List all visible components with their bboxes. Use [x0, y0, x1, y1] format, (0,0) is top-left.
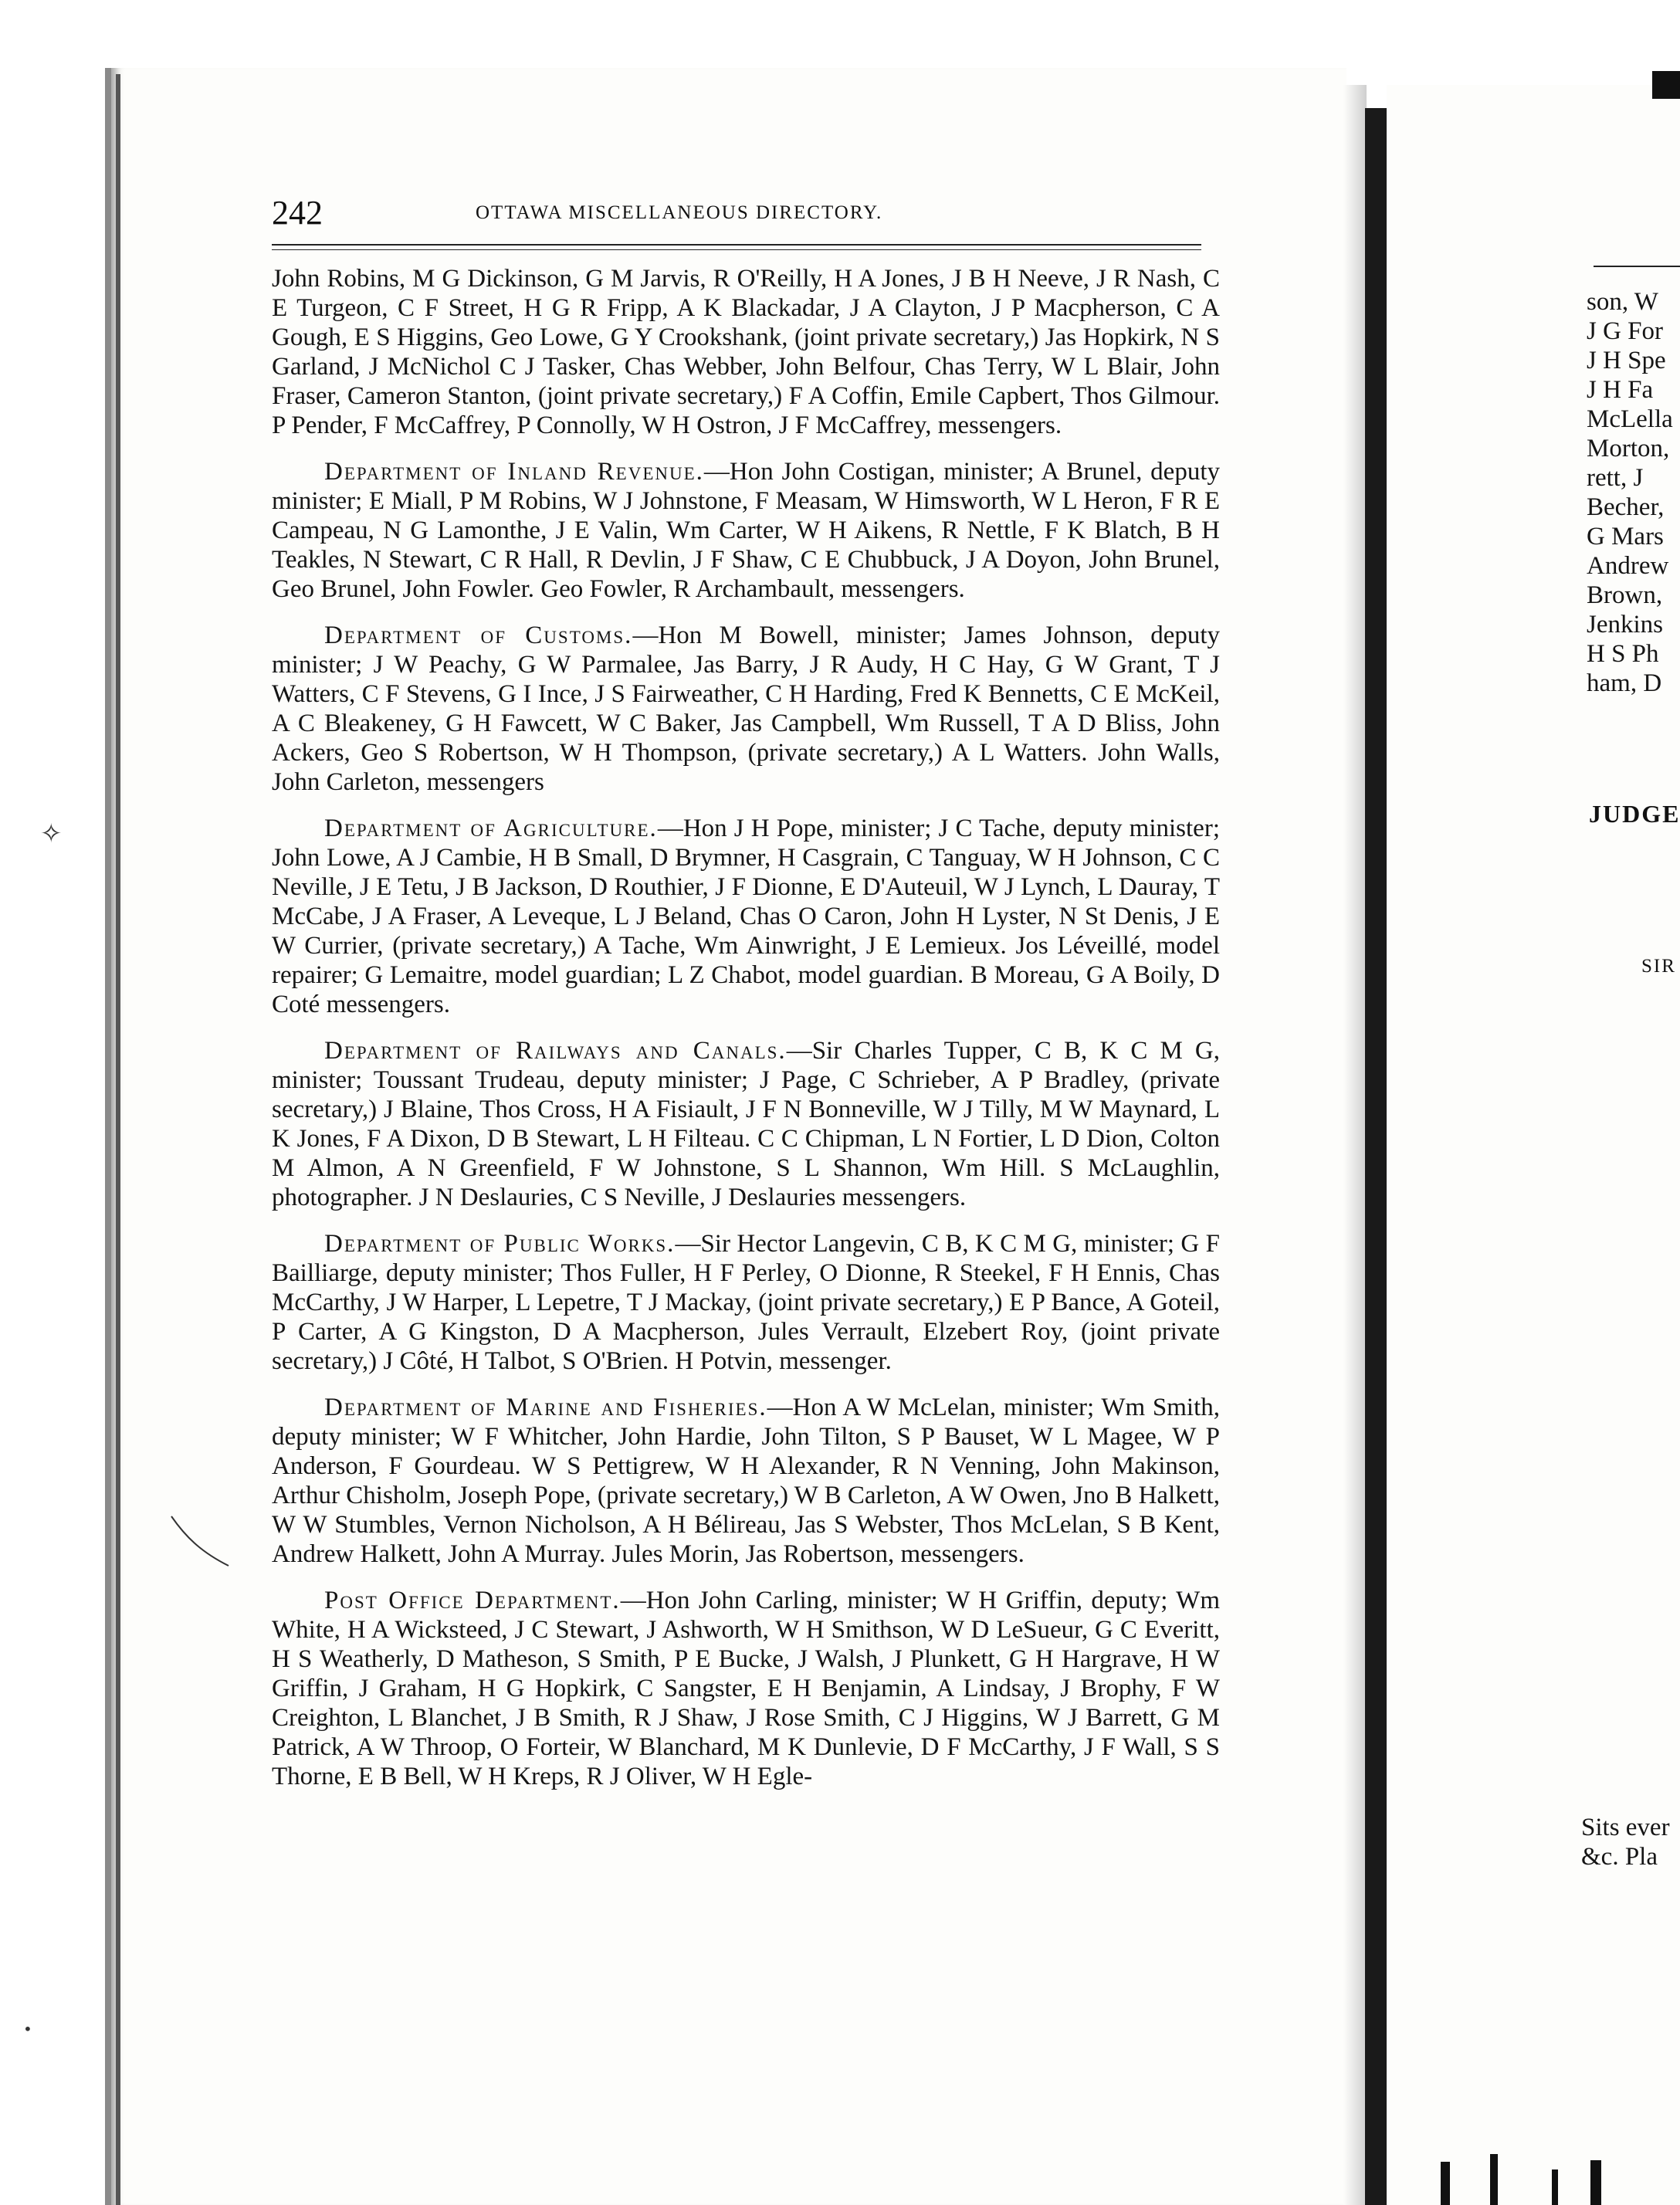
- right-line: G Mars: [1587, 523, 1664, 550]
- right-line: Jenkins: [1587, 611, 1663, 638]
- right-line: Sits ever: [1581, 1814, 1670, 1841]
- entry-text: —Hon M Bowell, minister; James Johnson, deputy minister; J W Peachy, G W Parmalee, Jas Barry, J R Audy, H C Hay, G W Grant, T J Watters, C F Stevens, G I Ince, J S Fairweather, C H Harding, Fred K Bennetts, C E McKeil, A C Bleakeney, G H Fawcett, W C Baker, Jas Campbell, Wm Russell, T A D Bliss, John Ackers, Geo S Robertson, W H Thompson, (private secretary,) A L Watters. John Walls, John Carleton, messengers: [272, 622, 1221, 796]
- right-line: H S Ph: [1587, 640, 1659, 668]
- department-heading: Department of Marine and Fisheries.: [324, 1394, 767, 1421]
- entry-text: —Hon John Carling, minister; W H Griffin, deputy; Wm White, H A Wicksteed, J C Stewart, J Ashworth, W H Smithson, W D LeSueur, G C Everitt, H S Weatherly, D Matheson, S Smith, P E Bucke, J Walsh, J Plunkett, G H Hargrave, H W Griffin, J Graham, H G Hopkirk, C Sangster, E H Benjamin, A Lindsay, J Brophy, F W Creighton, L Blanchet, J B Smith, R J Shaw, J Rose Smith, C J Higgins, W J Barrett, G M Patrick, A W Throop, O Forteir, W Blanchard, M K Dunlevie, D F McCarthy, J F Wall, S S Thorne, E B Bell, W H Kreps, R J Oliver, W H Egle-: [272, 1587, 1220, 1790]
- right-bottom-text: [1581, 1813, 1680, 1871]
- department-heading: Department of Public Works.: [324, 1230, 676, 1258]
- department-heading: Department of Inland Revenue.: [324, 458, 704, 486]
- directory-entry: [272, 1229, 1220, 1376]
- right-line: Morton,: [1587, 435, 1670, 462]
- department-heading: Department of Agriculture.: [324, 815, 658, 842]
- margin-mark-icon: ✧: [40, 818, 63, 849]
- directory-body: [272, 264, 1220, 1808]
- right-line: rett, J: [1587, 464, 1644, 492]
- right-line: &c. Pla: [1581, 1843, 1658, 1871]
- right-header-rule: [1594, 266, 1680, 267]
- entry-text: —Hon John Costigan, minister; A Brunel, deputy minister; E Miall, P M Robins, W J Johnstone, F Measam, W Himsworth, W L Heron, F R E Campeau, N G Lamonthe, J E Valin, Wm Carter, W H Aikens, R Nettle, F K Blatch, B H Teakles, N Stewart, C R Hall, R Devlin, J F Shaw, C E Chubbuck, J A Doyon, John Brunel, Geo Brunel, John Fowler. Geo Fowler, R Archambault, messengers.: [272, 458, 1220, 603]
- pencil-mark-icon: [170, 1513, 232, 1575]
- entry-text: —Sir Hector Langevin, C B, K C M G, minister; G F Bailliarge, deputy minister; Thos Fuller, H F Perley, O Dionne, R Steekel, F H Ennis, Chas McCarthy, J W Harper, L Lepetre, T J Mackay, (joint private secretary,) E P Bance, A Goteil, P Carter, A G Kingston, D A Macpherson, Jules Verrault, Elzebert Roy, (joint private secretary,) J Côté, H Talbot, S O'Brien. H Potvin, messenger.: [272, 1230, 1220, 1375]
- right-line: Becher,: [1587, 493, 1665, 521]
- header-rule-thin: [272, 249, 1201, 250]
- page-header: [272, 193, 1220, 232]
- right-line: J G For: [1587, 317, 1664, 345]
- right-line: J H Fa: [1587, 376, 1654, 404]
- right-page-text: [1587, 287, 1680, 698]
- directory-entry: [272, 1586, 1220, 1791]
- right-line: ham, D: [1587, 669, 1662, 697]
- department-heading: Department of Customs.: [324, 622, 633, 649]
- right-line: Brown,: [1587, 581, 1663, 609]
- directory-entry: [272, 814, 1220, 1019]
- running-head: OTTAWA MISCELLANEOUS DIRECTORY.: [476, 202, 883, 223]
- right-line: J H Spe: [1587, 347, 1666, 374]
- right-line: McLella: [1587, 405, 1673, 433]
- entry-text: John Robins, M G Dickinson, G M Jarvis, R O'Reilly, H A Jones, J B H Neeve, J R Nash, C E Turgeon, C F Street, H G R Fripp, A K Blackadar, J A Clayton, J P Macpherson, C A Gough, E S Higgins, Geo Lowe, G Y Crookshank, (joint private secretary,) Jas Hopkirk, N S Garland, J McNichol C J Tasker, Chas Webber, John Belfour, Chas Terry, W L Blair, John Fraser, Cameron Stanton, (joint private secretary,) F A Coffin, Emile Capbert, Thos Gilmour. P Pender, F McCaffrey, P Connolly, W H Ostron, J F McCaffrey, messengers.: [272, 265, 1220, 439]
- page-number: 242: [272, 194, 323, 232]
- directory-entry: [272, 1036, 1220, 1212]
- binding-marks-icon: [1436, 2146, 1621, 2205]
- entry-text: —Hon J H Pope, minister; J C Tache, deputy minister; John Lowe, A J Cambie, H B Small, D Brymner, H Casgrain, C Tanguay, W H Johnson, C C Neville, J E Tetu, J B Jackson, D Routhier, J F Dionne, E D'Auteuil, W J Lynch, L Dauray, T McCabe, J A Fraser, A Leveque, L J Beland, Chas O Caron, John H Lyster, N St Denis, J E W Currier, (private secretary,) A Tache, Wm Ainwright, J E Lemieux. Jos Léveillé, model repairer; G Lemaitre, model guardian; L Z Chabot, model guardian. B Moreau, G A Boily, D Coté messengers.: [272, 815, 1220, 1018]
- gutter-shadow: [1343, 85, 1367, 2205]
- right-section-heading: JUDGE: [1589, 800, 1680, 828]
- entry-text: —Hon A W McLelan, minister; Wm Smith, deputy minister; W F Whitcher, John Hardie, John Tilton, S P Bauset, W L Magee, W P Anderson, F Gourdeau. W S Pettigrew, W H Alexander, R N Venning, John Makinson, Arthur Chisholm, Joseph Pope, (private secretary,) W B Carleton, A W Owen, Jno B Halkett, W W Stumbles, Vernon Nicholson, A H Bélireau, Jas S Webster, Thos McLelan, S B Kent, Andrew Halkett, John A Murray. Jules Morin, Jas Robertson, messengers.: [272, 1394, 1220, 1568]
- margin-dot-icon: •: [23, 2020, 32, 2038]
- directory-entry: [272, 621, 1220, 797]
- header-rule: [272, 244, 1201, 246]
- directory-entry: [272, 264, 1220, 440]
- page-edge: [116, 74, 120, 2205]
- directory-entry: [272, 457, 1220, 604]
- book-gutter: [1365, 108, 1387, 2205]
- department-heading: Department of Railways and Canals.: [324, 1037, 787, 1065]
- right-line: son, W: [1587, 288, 1658, 316]
- corner-mark: [1652, 71, 1680, 99]
- department-heading: Post Office Department.: [324, 1587, 621, 1614]
- right-line: Andrew: [1587, 552, 1669, 580]
- entry-text: —Sir Charles Tupper, C B, K C M G, minister; Toussant Trudeau, deputy minister; J Page, C Schrieber, A P Bradley, (private secretary,) J Blaine, Thos Cross, H A Fisiault, J F N Bonneville, W J Tilly, M W Maynard, L K Jones, F A Dixon, D B Stewart, L H Filteau. C C Chipman, L N Fortier, L D Dion, Colton M Almon, A N Greenfield, F W Johnstone, S L Shannon, Wm Hill. S McLaughlin, photographer. J N Deslauries, C S Neville, J Deslauries messengers.: [272, 1037, 1220, 1211]
- right-subheading: SIR: [1641, 956, 1676, 977]
- directory-entry: [272, 1393, 1220, 1569]
